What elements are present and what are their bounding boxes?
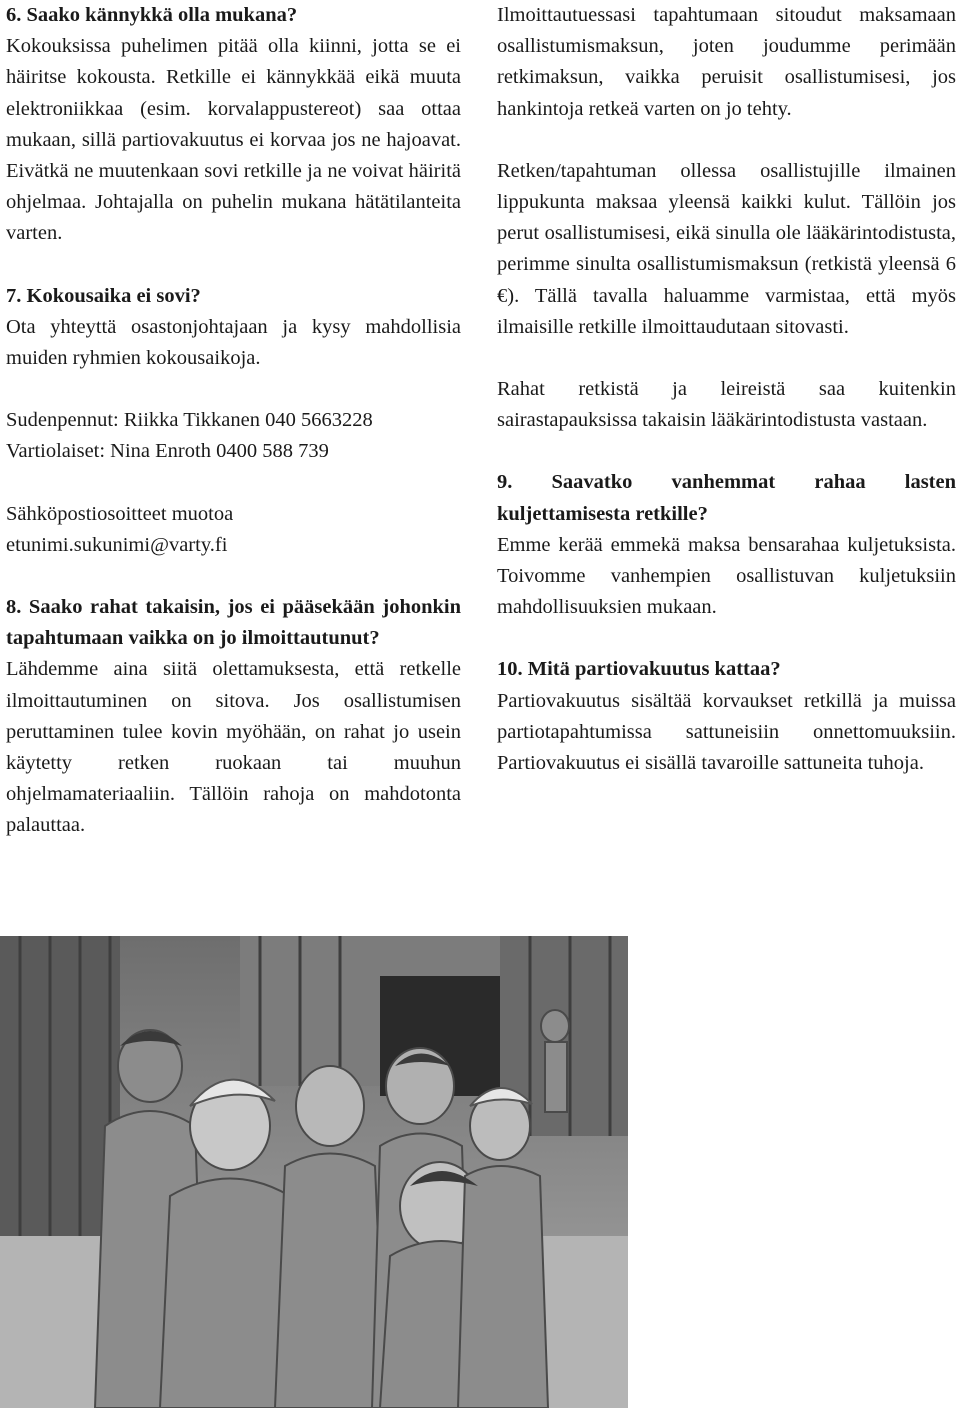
question-10-answer: Partiovakuutus sisältää korvaukset retkillä ja muissa partiotapahtumissa sattuneisiin onnettomuuksiin. Partiovakuutus ei sisällä tavaroille sattuneita tuhoja.	[497, 689, 956, 775]
question-9-heading: 9. Saavatko vanhemmat rahaa lasten kuljettamisesta retkille?	[497, 471, 956, 525]
binding-registration-paragraph: Ilmoittautuessasi tapahtumaan sitoudut maksamaan osallistumismaksun, joten joudumme perimään retkimaksun, vaikka peruisit osallistumisesi, jos hankintoja retkeä varten on jo tehty.	[497, 4, 956, 120]
email-format-label: Sähköpostiosoitteet muotoa	[6, 502, 234, 525]
photo-illustration	[0, 936, 628, 1408]
question-9-answer: Emme kerää emmekä maksa bensarahaa kuljetuksista. Toivomme vanhempien osallistuvan kuljetuksiin mahdollisuuksien mukaan.	[497, 533, 956, 619]
free-event-paragraph: Retken/tapahtuman ollessa osallistujille ilmainen lippukunta maksaa yleensä kaikki kulut. Tällöin jos perut osallistumisesi, eikä sinulla ole lääkärintodistusta, perimme sinulta osallistumismaksun (retkistä yleensä 6 €). Tällä tavalla haluamme varmistaa, että myös ilmaisille retkille ilmoittaudutaan sitovasti.	[497, 159, 956, 338]
question-7-answer: Ota yhteyttä osastonjohtajaan ja kysy mahdollisia muiden ryhmien kokousaikoja.	[6, 315, 461, 370]
question-6-answer: Kokouksissa puhelimen pitää olla kiinni, jotta se ei häiritse kokousta. Retkille ei kännykkää eikä muuta elektroniikkaa (esim. korvalappustereot) saa ottaa mukaan, sillä partiovakuutus ei korvaa jos ne hajoavat. Eivätkä ne muutenkaan sovi retkille ja ne voivat häiritä ohjelmaa. Johtajalla on puhelin mukana hätätilanteita varten.	[6, 35, 461, 245]
question-10-heading: 10. Mitä partiovakuutus kattaa?	[497, 658, 781, 681]
contact-cubs: Sudenpennut: Riikka Tikkanen 040 5663228	[6, 409, 373, 432]
question-6-heading: 6. Saako kännykkä olla mukana?	[6, 4, 298, 26]
question-8-heading: 8. Saako rahat takaisin, jos ei pääsekään johonkin tapahtumaan vaikka on jo ilmoittautunut?	[6, 596, 461, 650]
question-8-answer: Lähdemme aina siitä olettamuksesta, että retkelle ilmoittautuminen on sitova. Jos osallistumisen peruttaminen tulee kovin myöhään, on rahat jo usein käytetty retken ruokaan tai muuhun ohjelmamateriaaliin. Tällöin rahoja on mahdotonta palauttaa.	[6, 658, 461, 837]
scout-children-photo	[0, 936, 628, 1408]
refund-paragraph: Rahat retkistä ja leireistä saa kuitenkin sairastapauksissa takaisin lääkärintodistusta vastaan.	[497, 378, 956, 432]
right-column	[497, 0, 956, 779]
left-column	[6, 0, 461, 842]
contact-scouts: Vartiolaiset: Nina Enroth 0400 588 739	[6, 440, 329, 463]
email-format-example: etunimi.sukunimi@varty.fi	[6, 533, 228, 556]
question-7-heading: 7. Kokousaika ei sovi?	[6, 284, 201, 307]
